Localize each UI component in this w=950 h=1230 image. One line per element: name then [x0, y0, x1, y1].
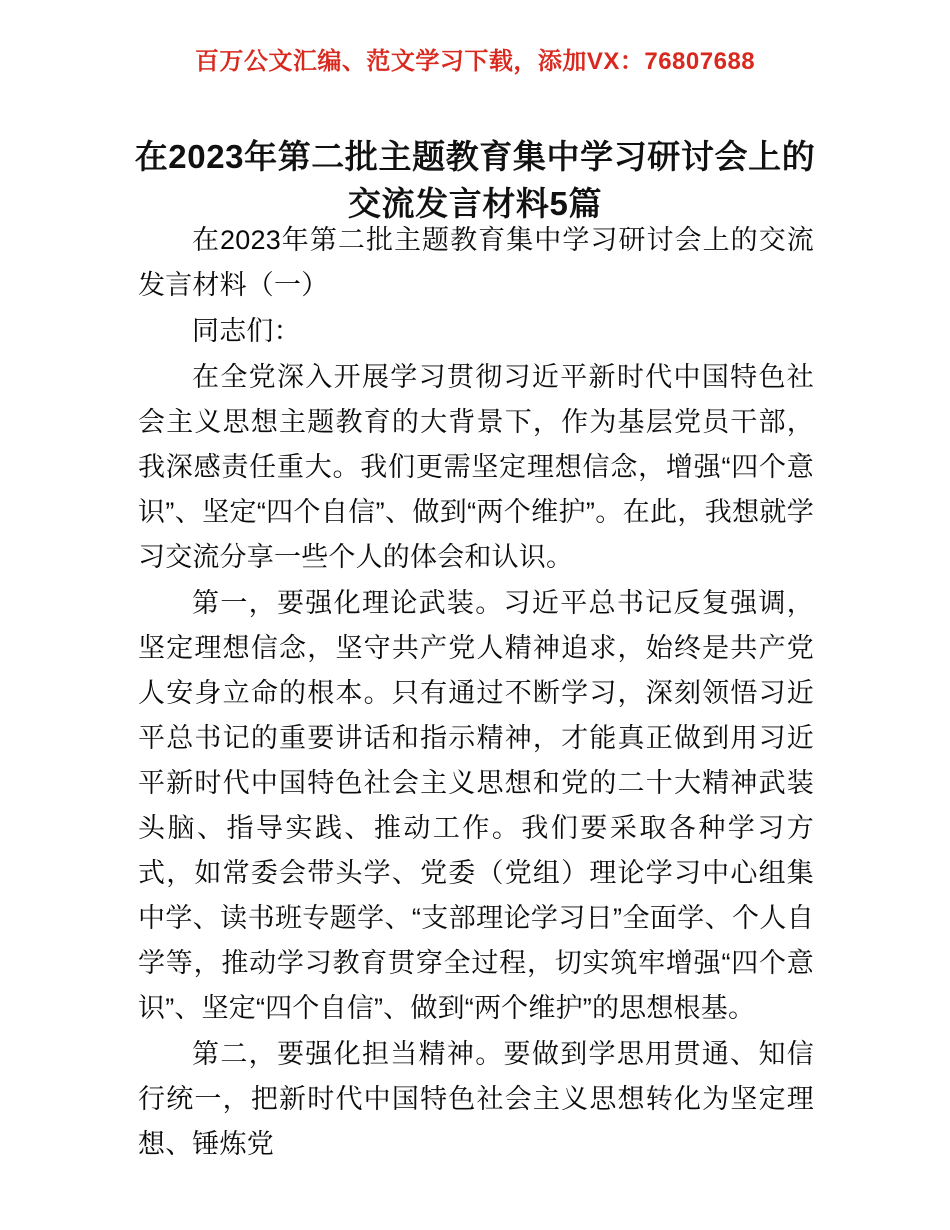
body-paragraph-1: 在全党深入开展学习贯彻习近平新时代中国特色社会主义思想主题教育的大背景下，作为基层党员干部，我深感责任重大。我们更需坚定理想信念，增强“四个意识”、坚定“四个自信”、做到“两个维护”。在此，我想就学习交流分享一些个人的体会和认识。	[138, 362, 814, 572]
document-subtitle: 在2023年第二批主题教育集中学习研讨会上的交流发言材料（一）	[138, 225, 814, 300]
document-body	[138, 218, 814, 1168]
promo-header-text: 百万公文汇编、范文学习下载，添加VX：76807688	[194, 48, 756, 75]
body-paragraph-3: 第二，要强化担当精神。要做到学思用贯通、知信行统一，把新时代中国特色社会主义思想转化为坚定理想、锤炼党	[138, 1039, 814, 1159]
page-title: 在2023年第二批主题教育集中学习研讨会上的交流发言材料5篇	[134, 138, 816, 222]
salutation: 同志们：	[192, 316, 301, 346]
body-paragraph-2: 第一，要强化理论武装。习近平总书记反复强调，坚定理想信念，坚守共产党人精神追求，始终是共产党人安身立命的根本。只有通过不断学习，深刻领悟习近平总书记的重要讲话和指示精神，才能真正做到用习近平新时代中国特色社会主义思想和党的二十大精神武装头脑、指导实践、推动工作。我们要采取各种学习方式，如常委会带头学、党委（党组）理论学习中心组集中学、读书班专题学、“支部理论学习日”全面学、个人自学等，推动学习教育贯穿全过程，切实筑牢增强“四个意识”、坚定“四个自信”、做到“两个维护”的思想根基。	[138, 588, 814, 1023]
